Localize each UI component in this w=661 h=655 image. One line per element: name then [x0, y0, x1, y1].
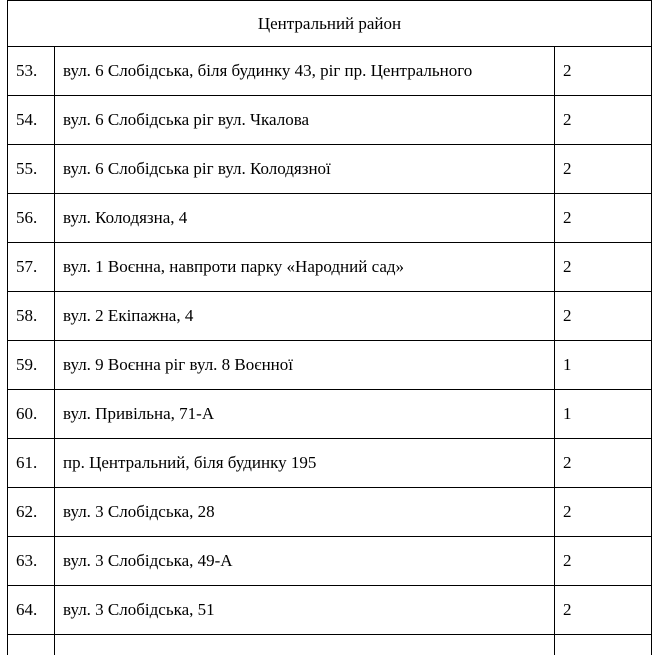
- table-row: [8, 145, 652, 194]
- section-title: Центральний район: [8, 1, 652, 47]
- row-number: 62.: [8, 488, 55, 537]
- district-table: [7, 0, 652, 655]
- row-number: 59.: [8, 341, 55, 390]
- table-row: [8, 47, 652, 96]
- table-row: [8, 194, 652, 243]
- row-count: 2: [555, 47, 652, 96]
- row-count: 2: [555, 488, 652, 537]
- row-count: 2: [555, 96, 652, 145]
- row-address: вул. 6 Слобідська ріг вул. Колодязної: [55, 145, 555, 194]
- row-number: 60.: [8, 390, 55, 439]
- row-number: 61.: [8, 439, 55, 488]
- row-number: 54.: [8, 96, 55, 145]
- table-row: [8, 439, 652, 488]
- row-address: вул. 6 Слобідська, біля будинку 43, ріг пр. Центрального: [55, 47, 555, 96]
- row-number: 56.: [8, 194, 55, 243]
- row-address: вул. 3 Слобідська, 49-А: [55, 537, 555, 586]
- row-count: 2: [555, 194, 652, 243]
- table-row: [8, 488, 652, 537]
- row-address: вул. 2 Екіпажна, 4: [55, 292, 555, 341]
- section-header-row: [8, 1, 652, 47]
- row-number: 55.: [8, 145, 55, 194]
- row-count: 2: [555, 439, 652, 488]
- row-count: 1: [555, 341, 652, 390]
- table-row: [8, 586, 652, 635]
- row-count: 2: [555, 586, 652, 635]
- row-count: 1: [555, 390, 652, 439]
- row-count: 2: [555, 537, 652, 586]
- row-count: 2: [555, 243, 652, 292]
- table-row: [8, 537, 652, 586]
- row-address: пр. Центральний, біля будинку 195: [55, 439, 555, 488]
- row-number: 58.: [8, 292, 55, 341]
- row-address: вул. Привільна, 71-А: [55, 390, 555, 439]
- table-row: [8, 390, 652, 439]
- row-address: вул. 9 Воєнна ріг вул. 8 Воєнної: [55, 341, 555, 390]
- row-number: 53.: [8, 47, 55, 96]
- row-address: вул. 1 Воєнна, навпроти парку «Народний сад»: [55, 243, 555, 292]
- row-number: 57.: [8, 243, 55, 292]
- row-address: вул. 6 Слобідська ріг вул. Чкалова: [55, 96, 555, 145]
- row-address: вул. 3 Слобідська, 51: [55, 586, 555, 635]
- row-address: вул. 3 Слобідська, 28: [55, 488, 555, 537]
- row-count: 2: [555, 292, 652, 341]
- table-row: [8, 341, 652, 390]
- table-row: [8, 243, 652, 292]
- row-address: вул. Колодязна, 4: [55, 194, 555, 243]
- table-row: [8, 96, 652, 145]
- row-count: 2: [555, 145, 652, 194]
- row-number: 63.: [8, 537, 55, 586]
- row-number: 64.: [8, 586, 55, 635]
- table-row: [8, 292, 652, 341]
